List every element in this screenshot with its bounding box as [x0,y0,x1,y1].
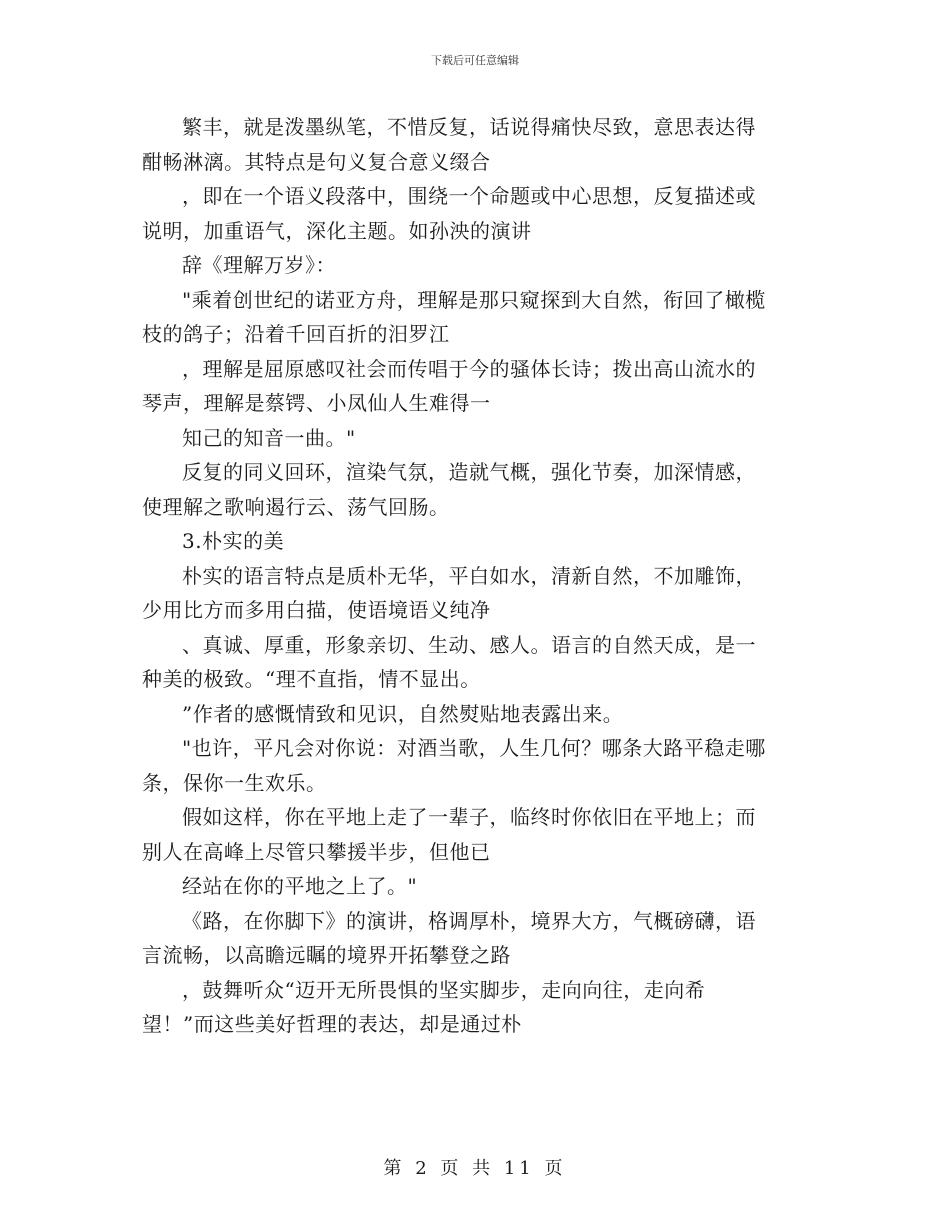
paragraph [142,697,817,732]
paragraph [142,800,817,869]
text-line: 枝的鸽子；沿着千回百折的汨罗江 [142,322,450,346]
text-line: 言流畅，以高瞻远瞩的境界开拓攀登之路 [142,943,511,967]
document-body [142,110,817,1042]
text-line: 朴实的语言特点是质朴无华，平白如水，清新自然，不加雕饰， [182,563,756,588]
text-line: 辞《理解万岁》： [182,253,336,277]
text-line: 反复的同义回环，渲染气氛，造就气概，强化节奏，加深情感， [182,460,756,484]
text-line: "乘着创世纪的诺亚方舟，理解是那只窥探到大自然，衔回了橄榄 [182,287,766,312]
text-line: 说明，加重语气，深化主题。如孙泱的演讲 [142,218,532,243]
text-line: ，理解是屈原感叹社会而传唱于今的骚体长诗；拨出高山流水的 [182,356,756,381]
paragraph [142,248,817,283]
text-line: 3.朴实的美 [182,529,285,553]
paragraph [142,973,817,1042]
text-line: 《路，在你脚下》的演讲，格调厚朴，境界大方，气概磅礴，语 [182,908,756,933]
page-footer: 第 2 页 共 11 页 [383,1158,567,1179]
text-line: "也许，平凡会对你说：对酒当歌，人生几何？哪条大路平稳走哪 [182,736,766,760]
paragraph [142,731,817,800]
text-line: 繁丰，就是泼墨纵笔，不惜反复，话说得痛快尽致，意思表达得 [182,115,756,139]
paragraph [142,352,817,421]
text-line: 少用比方而多用白描，使语境语义纯净 [142,598,491,622]
page-header: 下载后可任意编辑 [431,54,519,67]
text-line: 种美的极致。“理不直指，情不显出。 [142,667,481,691]
text-line: 条，保你一生欢乐。 [142,770,327,795]
paragraph [142,179,817,248]
paragraph [142,904,817,973]
text-line: 、真诚、厚重，形象亲切、生动、感人。语言的自然天成，是一 [182,632,756,657]
text-line: ，即在一个语义段落中，围绕一个命题或中心思想，反复描述或 [182,184,756,208]
paragraph [142,869,817,904]
text-line: 别人在高峰上尽管只攀援半步，但他已 [142,839,491,864]
text-line: ，鼓舞听众“迈开无所畏惧的坚实脚步，走向向往，走向希 [182,977,706,1002]
text-line: 经站在你的平地之上了。" [182,874,418,898]
text-line: 假如这样，你在平地上走了一辈子，临终时你依旧在平地上；而 [182,805,756,829]
paragraph [142,628,817,697]
paragraph [142,283,817,352]
paragraph [142,524,817,559]
text-line: 望！”而这些美好哲理的表达，却是通过朴 [142,1012,522,1036]
paragraph [142,559,817,628]
text-line: 知己的知音一曲。" [182,425,356,450]
text-line: 使理解之歌响遏行云、荡气回肠。 [142,494,450,519]
paragraph [142,421,817,456]
text-line: 酣畅淋漓。其特点是句义复合意义缀合 [142,149,491,174]
paragraph [142,455,817,524]
paragraph [142,110,817,179]
text-line: ”作者的感慨情致和见识，自然熨贴地表露出来。 [182,701,624,726]
text-line: 琴声，理解是蔡锷、小凤仙人生难得一 [142,391,491,415]
